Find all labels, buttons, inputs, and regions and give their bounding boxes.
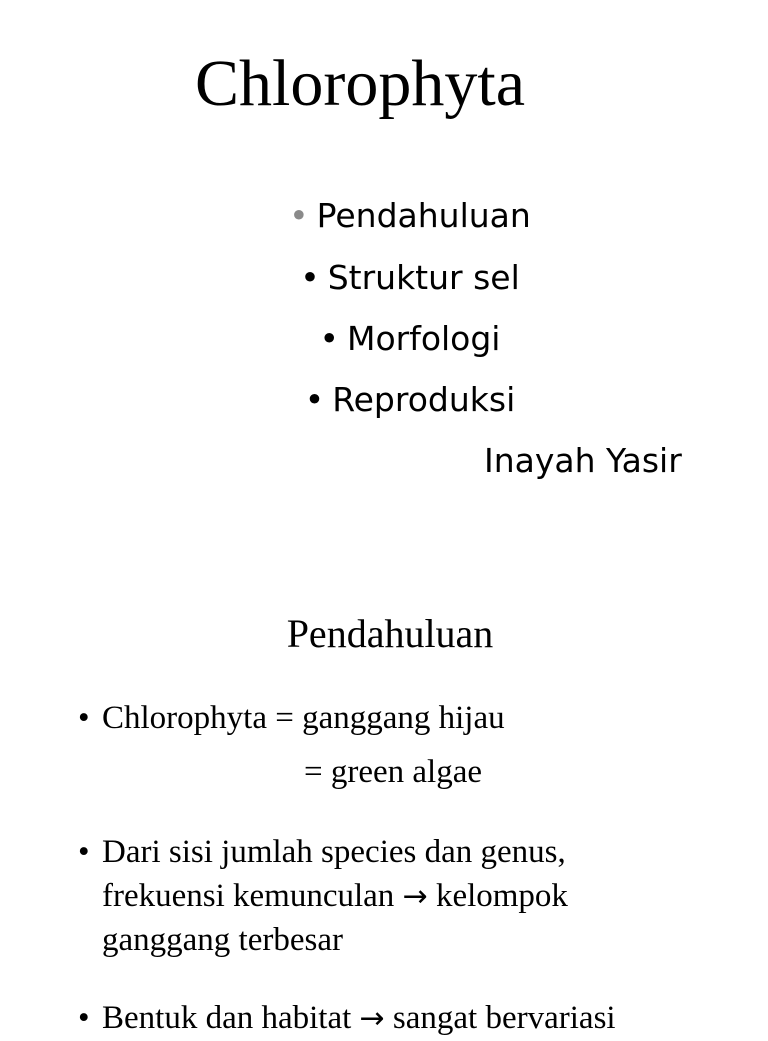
agenda-item-label: Morfologi bbox=[346, 319, 501, 358]
bullet-1-line-2: = green algae bbox=[304, 754, 483, 790]
agenda-item-morfologi bbox=[0, 319, 768, 359]
agenda-item-pendahuluan bbox=[0, 196, 768, 236]
bullet-icon: • bbox=[289, 196, 309, 235]
author-name: Inayah Yasir bbox=[484, 441, 682, 480]
slide-1-title: Chlorophyta bbox=[195, 47, 525, 120]
bullet-icon: • bbox=[304, 380, 325, 419]
agenda-item-label: Struktur sel bbox=[327, 258, 520, 297]
bullet-3-line-1 bbox=[102, 996, 616, 1041]
bullet-2-line-2-text: frekuensi kemunculan bbox=[102, 878, 395, 914]
bullet-3-rest: sangat bervariasi bbox=[392, 1000, 616, 1036]
bullet-icon: • bbox=[319, 319, 339, 358]
agenda-item-label: Reproduksi bbox=[332, 380, 516, 419]
arrow-right-icon: → bbox=[402, 879, 428, 914]
bullet-2-line-2 bbox=[102, 874, 568, 919]
bullet-2-line-1: Dari sisi jumlah species dan genus, bbox=[102, 834, 566, 870]
agenda-item-reproduksi bbox=[0, 380, 768, 420]
bullet-1-line-1: Chlorophyta = ganggang hijau bbox=[102, 700, 505, 736]
slide-2-title: Pendahuluan bbox=[286, 611, 494, 656]
agenda-item-struktur-sel bbox=[0, 258, 768, 298]
bullet-2-line-3: ganggang terbesar bbox=[102, 922, 343, 958]
agenda-item-label: Pendahuluan bbox=[316, 196, 531, 235]
arrow-right-icon: → bbox=[359, 1001, 385, 1036]
bullet-3-text: Bentuk dan habitat bbox=[102, 1000, 352, 1036]
bullet-icon: • bbox=[78, 834, 90, 870]
bullet-2-line-2-rest: kelompok bbox=[435, 878, 568, 914]
bullet-icon: • bbox=[78, 700, 90, 736]
bullet-icon: • bbox=[300, 258, 320, 297]
bullet-icon: • bbox=[78, 1000, 90, 1036]
